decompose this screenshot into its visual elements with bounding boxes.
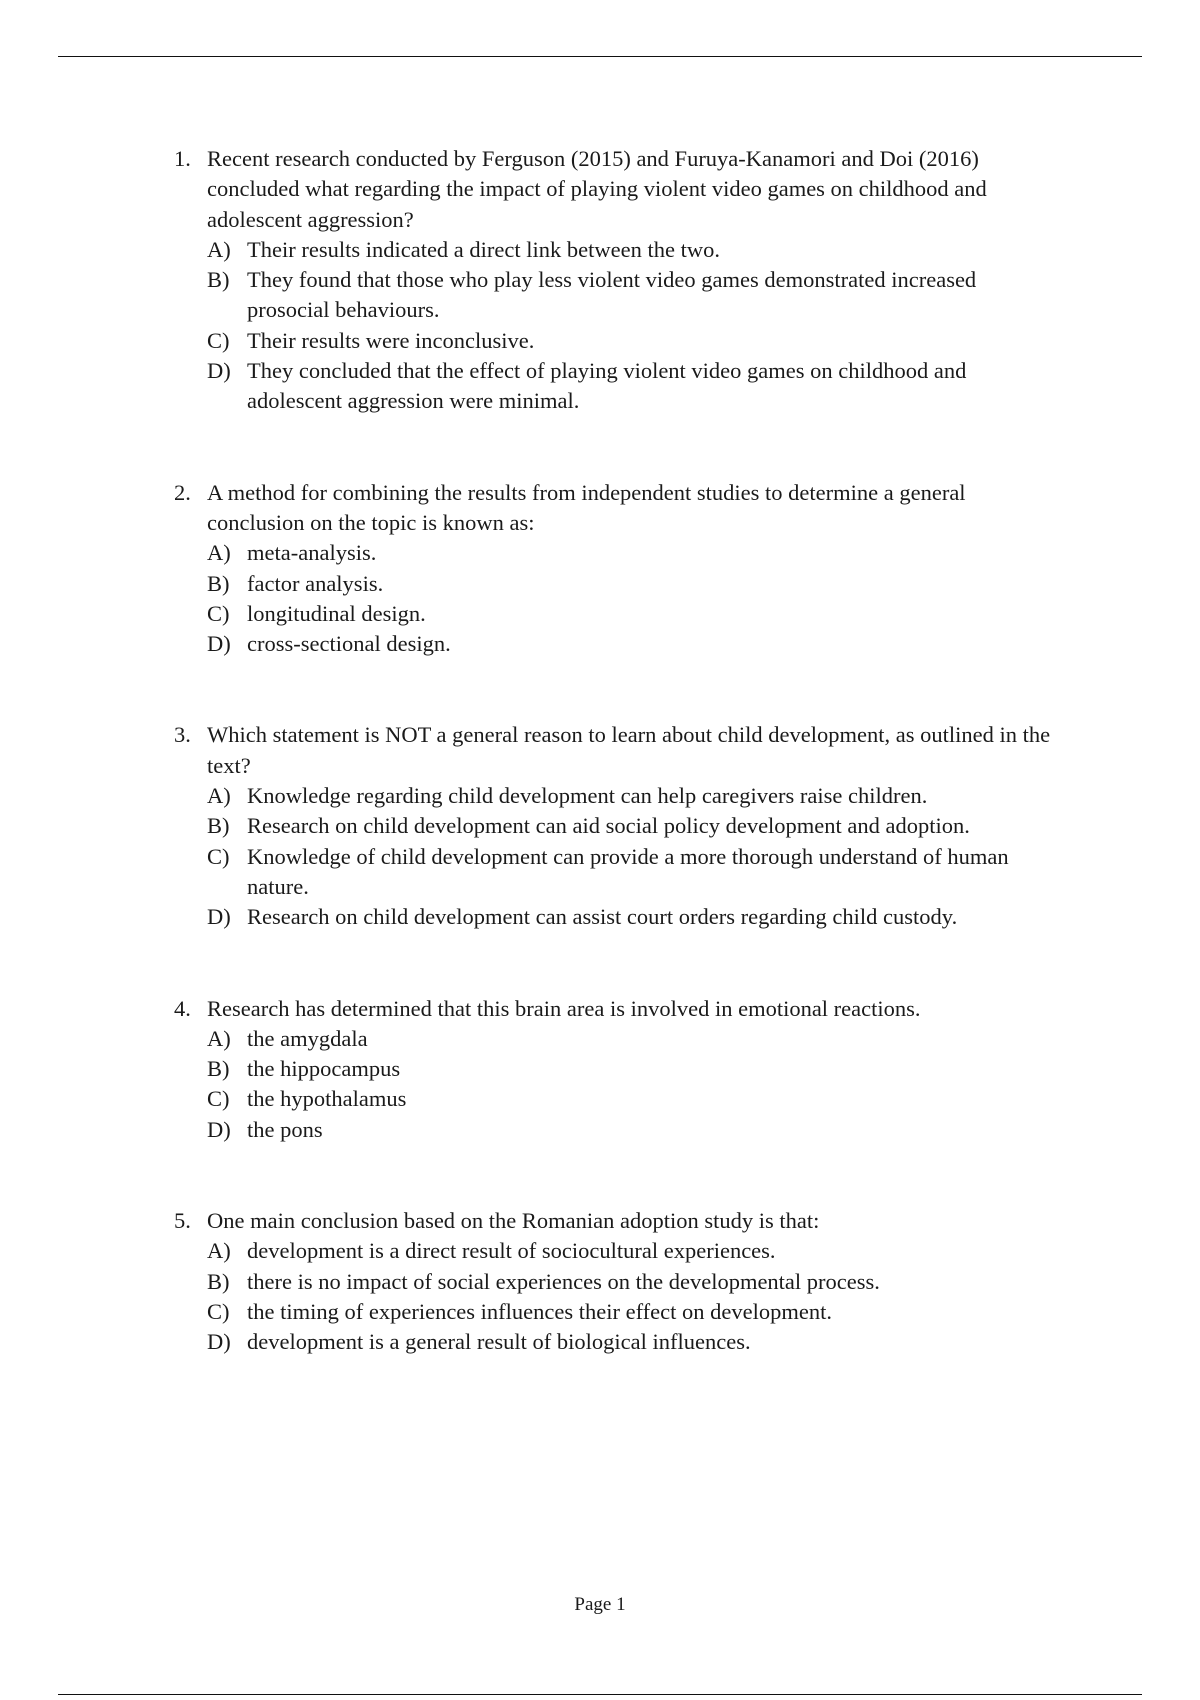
question-number: 2. <box>174 479 191 505</box>
option-d <box>207 902 1064 932</box>
option-c <box>207 326 1064 356</box>
option-letter: C) <box>207 1298 230 1324</box>
option-letter: D) <box>207 1329 231 1355</box>
option-a <box>207 235 1064 265</box>
option-text: Knowledge regarding child development can help caregivers raise children. <box>247 783 928 809</box>
option-text: the timing of experiences influences their effect on development. <box>247 1298 832 1324</box>
question-number: 5. <box>174 1208 191 1234</box>
option-letter: B) <box>207 1268 230 1294</box>
option-letter: A) <box>207 1238 231 1264</box>
option-list <box>207 235 1064 417</box>
option-d <box>207 1115 1064 1145</box>
option-d <box>207 356 1064 417</box>
question-text: A method for combining the results from independent studies to determine a general conclusion on the topic is known as: <box>207 479 966 535</box>
question-text: Which statement is NOT a general reason to learn about child development, as outlined in the text? <box>207 722 1051 778</box>
option-c <box>207 1084 1064 1114</box>
header-rule <box>58 56 1142 57</box>
option-b <box>207 1054 1064 1084</box>
option-letter: C) <box>207 327 230 353</box>
option-text: factor analysis. <box>247 570 384 596</box>
question-number: 1. <box>174 146 191 171</box>
option-letter: B) <box>207 570 230 596</box>
option-letter: A) <box>207 1025 231 1051</box>
option-text: cross-sectional design. <box>247 631 451 657</box>
option-text: the pons <box>247 1116 323 1142</box>
option-letter: D) <box>207 631 231 657</box>
option-b <box>207 265 1064 326</box>
option-text: development is a direct result of sociocultural experiences. <box>247 1238 776 1264</box>
option-letter: A) <box>207 540 231 566</box>
option-list <box>207 1236 1064 1357</box>
option-text: longitudinal design. <box>247 600 426 626</box>
question-number: 4. <box>174 995 191 1021</box>
option-c <box>207 599 1064 629</box>
option-letter: C) <box>207 1086 230 1112</box>
question-5 <box>174 1206 1064 1357</box>
option-letter: D) <box>207 358 231 384</box>
option-b <box>207 1267 1064 1297</box>
option-d <box>207 629 1064 659</box>
option-text: development is a general result of biological influences. <box>247 1329 751 1355</box>
option-letter: D) <box>207 1116 231 1142</box>
option-d <box>207 1327 1064 1357</box>
option-letter: A) <box>207 236 231 262</box>
option-a <box>207 1236 1064 1266</box>
option-letter: C) <box>207 600 230 626</box>
option-text: Research on child development can assist court orders regarding child custody. <box>247 904 958 930</box>
footer-rule <box>58 1694 1142 1695</box>
option-list <box>207 781 1064 932</box>
question-list <box>174 144 1064 1358</box>
question-1 <box>174 144 1064 417</box>
question-2 <box>174 478 1064 660</box>
option-b <box>207 811 1064 841</box>
page-number: Page 1 <box>574 1594 626 1615</box>
option-list <box>207 1024 1064 1145</box>
option-b <box>207 569 1064 599</box>
option-letter: B) <box>207 267 230 293</box>
option-text: there is no impact of social experiences on the developmental process. <box>247 1268 880 1294</box>
option-letter: B) <box>207 1056 230 1082</box>
option-text: the amygdala <box>247 1025 368 1051</box>
option-letter: B) <box>207 813 230 839</box>
option-a <box>207 781 1064 811</box>
option-list <box>207 538 1064 659</box>
question-4 <box>174 994 1064 1145</box>
option-c <box>207 1297 1064 1327</box>
option-text: Research on child development can aid social policy development and adoption. <box>247 813 970 839</box>
option-a <box>207 1024 1064 1054</box>
option-letter: A) <box>207 783 231 809</box>
option-letter: D) <box>207 904 231 930</box>
question-number: 3. <box>174 722 191 748</box>
question-3 <box>174 720 1064 932</box>
question-text: Research has determined that this brain area is involved in emotional reactions. <box>207 995 921 1021</box>
option-text: Knowledge of child development can provide a more thorough understand of human nature. <box>247 843 1009 899</box>
option-text: the hypothalamus <box>247 1086 407 1112</box>
option-a <box>207 538 1064 568</box>
option-c <box>207 842 1064 903</box>
option-text: meta-analysis. <box>247 540 377 566</box>
question-text: One main conclusion based on the Romanian adoption study is that: <box>207 1208 820 1234</box>
option-letter: C) <box>207 843 230 869</box>
option-text: Their results indicated a direct link between the two. <box>247 236 720 262</box>
option-text: the hippocampus <box>247 1056 401 1082</box>
option-text: Their results were inconclusive. <box>247 327 535 353</box>
option-text: They found that those who play less violent video games demonstrated increased prosocial behaviours. <box>247 267 977 323</box>
question-text: Recent research conducted by Ferguson (2015) and Furuya-Kanamori and Doi (2016) concluded what regarding the impact of playing violent video games on childhood and adolescent aggression? <box>207 146 987 232</box>
option-text: They concluded that the effect of playing violent video games on childhood and adolescent aggression were minimal. <box>247 358 967 414</box>
